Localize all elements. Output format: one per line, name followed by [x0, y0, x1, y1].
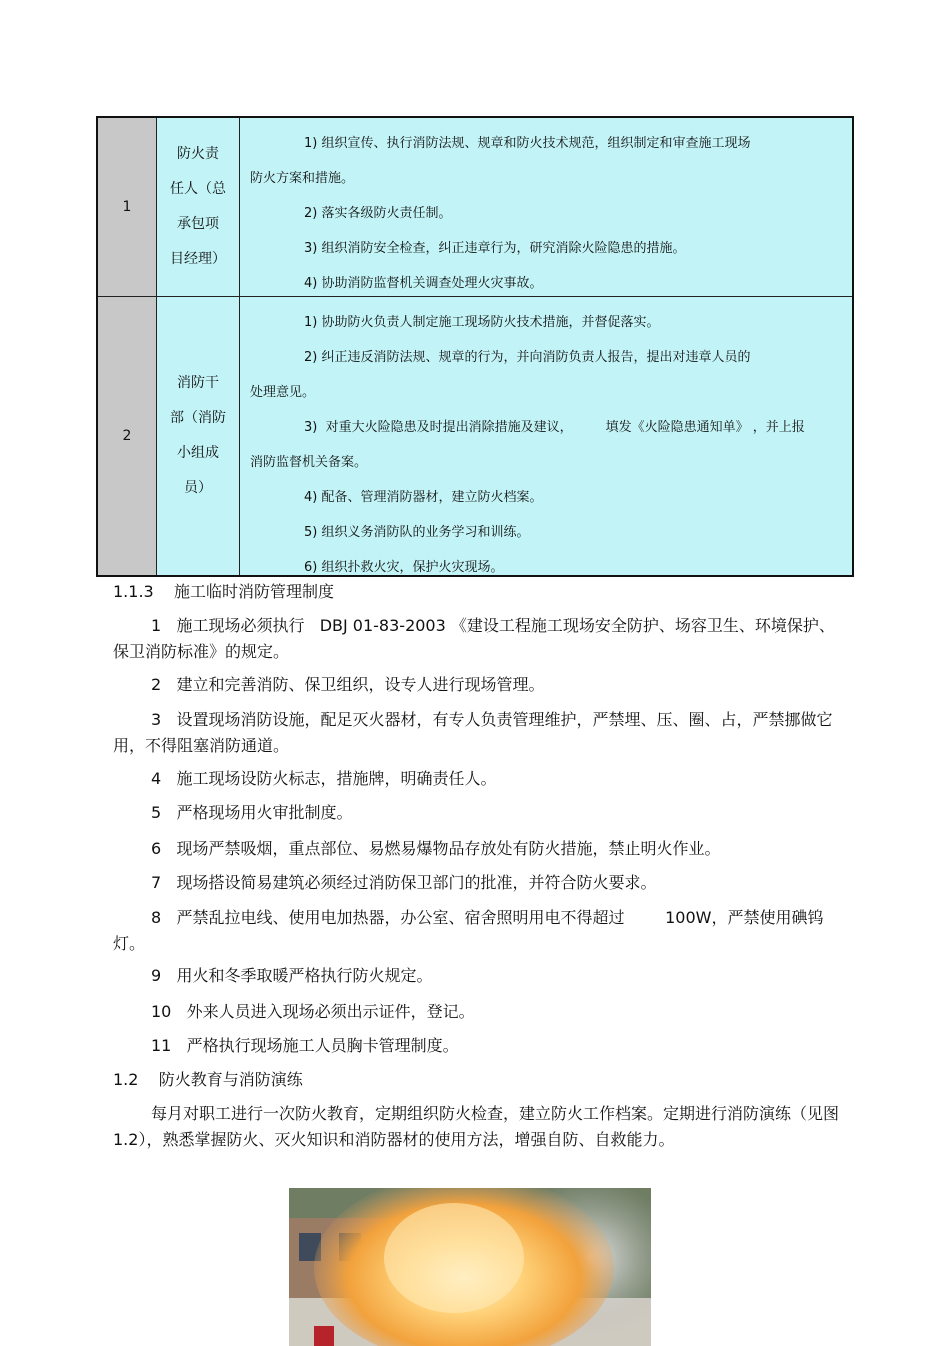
duty-line: 1) 组织宣传、执行消防法规、规章和防火技术规范，组织制定和审查施工现场: [304, 136, 751, 151]
duty-line: 消防监督机关备案。: [250, 455, 368, 470]
role-line: 目经理）: [170, 251, 226, 267]
role-line: 员）: [184, 480, 212, 496]
duty-line: 6) 组织扑救火灾，保护火灾现场。: [304, 560, 504, 575]
duties-cell: [240, 297, 852, 575]
rule-item: 9 用火和冬季取暖严格执行防火规定。: [151, 966, 433, 985]
role-cell: [157, 297, 240, 575]
role-line: 防火责: [177, 146, 219, 162]
rule-item: 2 建立和完善消防、保卫组织，设专人进行现场管理。: [151, 675, 545, 694]
rule-item: 5 严格现场用火审批制度。: [151, 803, 353, 822]
table-row: [98, 118, 852, 297]
section-heading: 1.2 防火教育与消防演练: [113, 1070, 303, 1089]
fire-duty-table: [96, 116, 854, 577]
duty-line: 4) 协助消防监督机关调查处理火灾事故。: [304, 276, 543, 291]
rule-item: 11 严格执行现场施工人员胸卡管理制度。: [151, 1036, 459, 1055]
section-heading: 1.1.3 施工临时消防管理制度: [113, 582, 335, 601]
rule-item: 3 设置现场消防设施，配足灭火器材，有专人负责管理维护，严禁埋、压、圈、占，严禁挪做它用，不得阻塞消防通道。: [113, 710, 833, 755]
rule-item: 7 现场搭设简易建筑必须经过消防保卫部门的批准，并符合防火要求。: [151, 873, 657, 892]
row-number: 2: [98, 297, 157, 575]
role-line: 部（消防: [170, 410, 226, 426]
duty-line: 5) 组织义务消防队的业务学习和训练。: [304, 525, 530, 540]
rule-item: 1 施工现场必须执行 DBJ 01-83-2003 《建设工程施工现场安全防护、场容卫生、环境保护、保卫消防标准》的规定。: [113, 616, 835, 661]
duty-line: 防火方案和措施。: [250, 171, 355, 186]
duty-line: 3) 对重大火险隐患及时提出消除措施及建议， 填发《火险隐患通知单》 ，并上报: [304, 420, 805, 435]
rule-item: 8 严禁乱拉电线、使用电加热器，办公室、宿舍照明用电不得超过 100W，严禁使用碘钨灯。: [113, 908, 824, 953]
table-row: [98, 297, 852, 575]
role-line: 任人（总: [170, 181, 226, 197]
role-line: 小组成: [177, 445, 219, 461]
role-line: 承包项: [177, 216, 219, 232]
duty-line: 1) 协助防火负责人制定施工现场防火技术措施，并督促落实。: [304, 315, 660, 330]
duties-cell: [240, 118, 852, 296]
rule-item: 6 现场严禁吸烟，重点部位、易燃易爆物品存放处有防火措施，禁止明火作业。: [151, 839, 721, 858]
duty-line: 2) 落实各级防火责任制。: [304, 206, 452, 221]
rule-item: 10 外来人员进入现场必须出示证件，登记。: [151, 1002, 475, 1021]
row-number: 1: [98, 118, 157, 296]
fire-drill-image: [289, 1188, 651, 1346]
duty-line: 3) 组织消防安全检查，纠正违章行为，研究消除火险隐患的措施。: [304, 241, 686, 256]
duty-line: 2) 纠正违反消防法规、规章的行为，并向消防负责人报告，提出对违章人员的: [304, 350, 751, 365]
duty-line: 处理意见。: [250, 385, 316, 400]
rule-item: 4 施工现场设防火标志，措施牌，明确责任人。: [151, 769, 497, 788]
duty-line: 4) 配备、管理消防器材，建立防火档案。: [304, 490, 543, 505]
role-line: 消防干: [177, 375, 219, 391]
body-paragraph: 每月对职工进行一次防火教育，定期组织防火检查，建立防火工作档案。定期进行消防演练（见图 1.2），熟悉掌握防火、灭火知识和消防器材的使用方法，增强自防、自救能力。: [113, 1104, 855, 1149]
role-cell: [157, 118, 240, 296]
fire-drill-photo: [289, 1188, 651, 1346]
